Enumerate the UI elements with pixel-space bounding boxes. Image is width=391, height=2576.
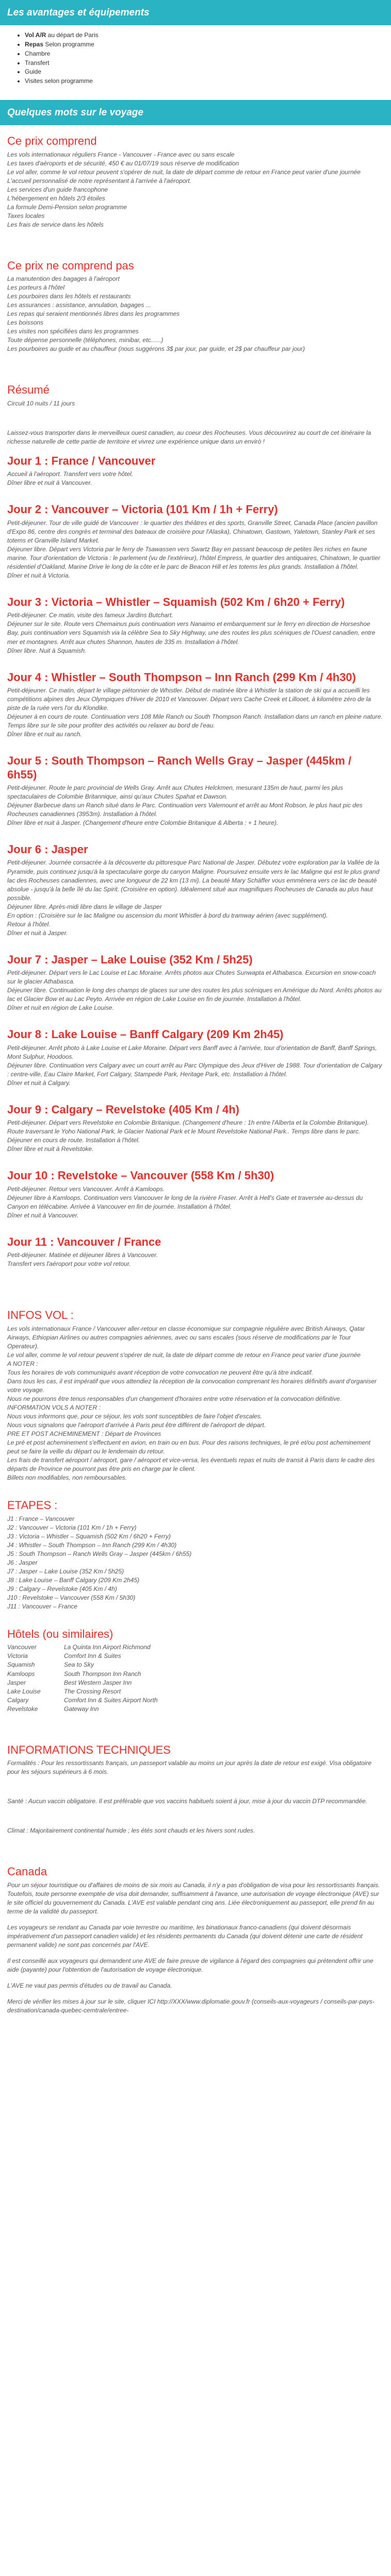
hotel-row — [7, 1679, 384, 1687]
day-line: Petit-déjeuner. Matinée et déjeuner libres à Vancouver. — [7, 1251, 158, 1259]
hotel-city: Vancouver — [7, 1643, 37, 1651]
advantage-text: Transfert — [25, 59, 50, 66]
hotel-row — [7, 1705, 384, 1714]
day-line: Dîner libre et nuit à Revelstoke. — [7, 1145, 94, 1153]
sante-text: Santé : Aucun vaccin obligatoire. Il est préférable que vos vaccins habituels soient à jour, mise à jour du vaccin DTP recommandée. — [7, 1798, 368, 1805]
day-title: Jour 1 : France / Vancouver — [7, 454, 156, 467]
day-line: Déjeuner libre. Départ vers Victoria par le ferry de Tsawassen vers Swartz Bay en passant beaucoup de petites îles riches en faune marine. Tour d'orientation de Victoria : le parlement (vu de l'extérieur), l'hôtel Empress, le quartier des antiquaires, Chinatown, le quartier résidentiel d'Oakland, Marine Drive le long de la côte et le parc de Beacon Hill et les totems les plus grands. Installation à l'hôtel. — [7, 545, 381, 570]
day-title: Jour 11 : Vancouver / France — [7, 1235, 161, 1248]
day-line: Petit-déjeuner. Retour vers Vancouver. Arrêt à Kamloops. — [7, 1185, 165, 1193]
day-title: Jour 5 : South Thompson – Ranch Wells Gray – Jasper (445km / 6h55) — [7, 754, 352, 781]
itinerary — [7, 454, 384, 1268]
price-includes-title: Ce prix comprend — [7, 134, 97, 148]
advantage-text: Visites selon programme — [25, 77, 93, 85]
canada-section — [7, 1881, 384, 2015]
price-includes-item: Taxes locales — [7, 212, 45, 219]
etape-item: J6 : Jasper — [7, 1558, 38, 1566]
hotel-city: Calgary — [7, 1696, 29, 1704]
day-description — [7, 686, 384, 739]
day-description — [7, 519, 384, 580]
etape-item: J3 : Victoria – Whistler – Squamish (502 Km / 6h20 + Ferry) — [7, 1532, 171, 1540]
infos-vol-item: Billets non modifiables, non remboursables. — [7, 1474, 127, 1482]
price-includes-item: La formule Demi-Pension selon programme — [7, 203, 127, 211]
advantage-item — [25, 77, 384, 86]
infos-vol-item: PRE ET POST ACHEMINEMENT : Départ de Provinces — [7, 1430, 161, 1438]
day-line: Déjeuner libre à Kamloops. Continuation vers Vancouver le long de la rivière Fraser. Arrêt à Hell's Gate et traversée au-dessus du Canyon en télécabine. Arrivée à Vancouver en fin de journée. Installation à l'hôtel. — [7, 1194, 363, 1210]
price-includes-item: Le vol aller, comme le vol retour peuvent s'opérer de nuit, la date de départ comme de retour en France peut varier d'une journée — [7, 168, 361, 176]
infos-vol-item: Les frais de transfert aéroport / aéroport, gare / aéroport et vice-versa, les éventuels repas et nuits de transit à Paris dans le cadre des départs de Province ne pourront pas être pris en charge par le client. — [7, 1456, 375, 1473]
day-description — [7, 470, 384, 487]
hotel-city: Jasper — [7, 1679, 26, 1686]
day-description — [7, 858, 384, 937]
hotel-name: Comfort Inn & Suites Airport North — [64, 1696, 158, 1704]
advantage-item — [25, 50, 384, 58]
advantages-box — [0, 25, 391, 91]
day-description — [7, 611, 384, 655]
hotel-name: La Quinta Inn Airport Richmond — [64, 1643, 151, 1651]
day-line: Dîner et nuit à Victoria. — [7, 571, 70, 579]
day-line: Déjeuner libre. Continuation vers Calgary avec un court arrêt au Parc Olympique des Jeux d'Hiver de 1988. Tour d'orientation de Calgary : centre-ville, Eau Claire Market, Fort Calgary, Stampede Park, Heritage Park, etc. Installation à l'hôtel. — [7, 1061, 382, 1078]
hotel-name: South Thompson Inn Ranch — [64, 1670, 141, 1677]
formalites-text: Formalités : Pour les ressortissants français, un passeport valable au moins un jour après la date de retour est exigé. Visa obligatoire pour les séjours supérieurs à 6 mois. — [7, 1759, 372, 1776]
keywords-banner: Quelques mots sur le voyage — [0, 100, 391, 125]
price-excludes-item: Les boissons — [7, 319, 44, 327]
advantage-item — [25, 41, 384, 49]
infos-vol-item: Dans tous les cas, il est impératif que vous attendiez la réception de la convocation comprenant les horaires définitifs avant d'organiser votre voyage. — [7, 1377, 377, 1394]
day-line: Petit-déjeuner. Départ vers le Lac Louise et Lac Moraine. Arrêts photos aux Chutes Sunwapta et Athabasca. Excursion en snow-coach sur le glacier Athabasca. — [7, 969, 376, 986]
day-description — [7, 1251, 384, 1268]
price-includes-list — [7, 150, 384, 229]
price-includes-item: Les frais de service dans les hôtels — [7, 221, 104, 228]
day-line: Petit-déjeuner. Départ vers Revelstoke en Colombie Britanique. (Changement d'heure : 1h entre l'Alberta et la Colombie Britanique). Route traversant le Yoho National Park, le Glacier National Park et le Mount Revelstoke National Park.. Temps libre dans le parc. — [7, 1119, 369, 1136]
day-title: Jour 4 : Whistler – South Thompson – Inn Ranch (299 Km / 4h30) — [7, 670, 356, 684]
hotels-title: Hôtels (ou similaires) — [7, 1628, 113, 1641]
hotel-row — [7, 1652, 384, 1660]
price-excludes-item: Les repas qui seraient mentionnés libres dans les programmes — [7, 310, 180, 318]
etape-item: J4 : Whistler – South Thompson – Inn Ranch (299 Km / 4h30) — [7, 1541, 177, 1549]
day-title: Jour 2 : Vancouver – Victoria (101 Km / 1h + Ferry) — [7, 503, 278, 516]
canada-paragraph: Les voyageurs se rendant au Canada par voie terrestre ou maritime, les binationaux franco-canadiens (qui doivent désormais impérativement d'un passeport canadien valide) et les résidents permanents du Canada (qui doivent détenir une carte de résident permanent valide) ne sont pas concernés par l'AVE. — [7, 1923, 363, 1948]
advantages-banner: Les avantages et équipements — [0, 0, 391, 25]
day-line: Dîner libre et nuit au ranch. — [7, 731, 82, 738]
infos-vol-item: Nous vous signalons que l'aéroport d'arrivée à Paris peut être différent de l'aéroport de départ. — [7, 1421, 266, 1429]
day-line: Accueil à l'aéroport. Transfert vers votre hôtel. — [7, 470, 134, 478]
day-line: En option : (Croisière sur le lac Maligne ou ascension du mont Whistler à bord du tramway aérien (avec supplément). — [7, 911, 328, 919]
price-includes-item: Les taxes d'aéroports et de sécurité, 450 € au 01/07/19 sous réserve de modification — [7, 159, 239, 167]
day-title: Jour 10 : Revelstoke – Vancouver (558 Km / 5h30) — [7, 1169, 274, 1182]
advantage-item — [25, 31, 384, 40]
day-description — [7, 1118, 384, 1154]
etape-item: J2 : Vancouver – Victoria (101 Km / 1h + Ferry) — [7, 1523, 137, 1531]
advantage-text: Chambre — [25, 49, 51, 57]
price-excludes-item: Les assurances : assistance, annulation, bagages ... — [7, 301, 151, 309]
day-line: Petit-déjeuner. Journée consacrée à la découverte du pittoresque Parc National de Jasper. Débutez votre exploration par la Vallée de la Pyramide, puis continuez jusqu'à la spectaculaire gorge du canyon Maligne. Poursuivez ensuite vers le lac Maligne qui est le plus grand lac des Rocheuses canadiennes, avec une longueur de 22 km (13 mi). La beauté Mary Schäffer vous emmènera vers ce lac de beauté absolue - jusqu'à la belle îlé du lac Spirit. (Croisière en option). Idéalement situé aux magnifiques Rocheuses de Canada au plus haut possible. — [7, 859, 380, 902]
summary-list — [7, 399, 384, 408]
etape-item: J1 : France – Vancouver — [7, 1515, 75, 1522]
price-excludes-title: Ce prix ne comprend pas — [7, 259, 134, 272]
day-line: Petit-déjeuner. Tour de ville guidé de Vancouver : le quartier des théâtres et des sports, Granville Street, Canada Place (ancien pavillon d'Expo 86, centre des congrès et terminal des bateaux de croisière pour l'Alaska), Chinatown, Gastown, Yaletown, Stanley Park et ses totems et Granville Island Market. — [7, 519, 378, 544]
day-line: Retour à l'hôtel. — [7, 920, 51, 928]
day-description — [7, 784, 384, 827]
hotel-row — [7, 1670, 384, 1679]
advantages-list — [15, 31, 384, 86]
hotel-name: The Crossing Resort — [64, 1687, 121, 1695]
price-excludes-item: Les pourboires dans les hôtels et restaurants — [7, 293, 131, 300]
intro-text: Laissez-vous transporter dans le merveilleux ouest canadien, au coeur des Rocheuses. Vous découvrirez au court de cet itinéraire la richesse naturelle de cette partie de territoire et vivrez une expérience unique dans un envirò ! — [7, 429, 371, 445]
advantage-text: Guide — [25, 68, 42, 76]
day-line: Dîner libre et nuit à Jasper. (Changement d'heure entre Colombie Britanique & Alberta : + 1 heure). — [7, 819, 279, 827]
price-excludes-item: Les pourboires au guide et au chauffeur (nous suggérons 3$ par jour, par guide, et 2$ par chauffeur par jour) — [7, 345, 305, 353]
day-description — [7, 1185, 384, 1220]
etape-item: J10 : Revelstoke – Vancouver (558 Km / 5h30) — [7, 1594, 136, 1601]
infos-vol-item: Nous vous informons que, pour ce séjour, les vols sont susceptibles de faire l'objet d'escales. — [7, 1413, 263, 1420]
hotels-list — [7, 1643, 384, 1713]
price-includes-item: Les services d'un guide francophone — [7, 185, 108, 193]
canada-title: Canada — [7, 1865, 47, 1878]
hotel-name: Best Western Jasper Inn — [64, 1679, 132, 1686]
advantage-label: Vol A/R — [25, 31, 46, 39]
canada-paragraph: L'AVE ne vaut pas permis d'études ou de travail au Canada. — [7, 1981, 172, 1989]
advantage-label: Repas — [25, 40, 44, 48]
hotel-row — [7, 1643, 384, 1652]
etape-item: J7 : Jasper – Lake Louise (352 Km / 5h25) — [7, 1567, 124, 1575]
day-line: Dîner et nuit à Calgary. — [7, 1079, 71, 1087]
etape-item: J11 : Vancouver – France — [7, 1602, 78, 1610]
day-line: Déjeuner libre. Continuation le long des champs de glaces sur une des routes les plus scéniques en Amérique du Nord. Arrêts photos au lac et Glacier Bow et au Lac Peyto. Arrivée en région de Lake Louise en fin de journée. Installation à l'hôtel. — [7, 987, 382, 1003]
advantage-text: Selon programme — [43, 40, 94, 48]
etapes-list — [7, 1515, 384, 1611]
etape-item: J8 : Lake Louise – Banff Calgary (209 Km 2h45) — [7, 1576, 140, 1584]
day-title: Jour 7 : Jasper – Lake Louise (352 Km / 5h25) — [7, 953, 253, 966]
canada-paragraph: Il est conseillé aux voyageurs qui demandent une AVE de faire preuve de vigilance à l'égard des compagnies qui prétendent offrir une aide (payante) pour l'obtention de l'autorisation de voyage électronique. — [7, 1957, 373, 1973]
climat-text: Climat : Majoritairement continental humide ; les étés sont chauds et les hivers sont rudes. — [7, 1827, 255, 1835]
day-description — [7, 1044, 384, 1088]
price-excludes-list — [7, 275, 384, 353]
infos-vol-list — [7, 1325, 384, 1483]
price-excludes-item: Les porteurs à l'hôtel — [7, 284, 65, 292]
hotel-city: Kamloops — [7, 1670, 35, 1677]
hotel-name: Comfort Inn & Suites — [64, 1652, 121, 1660]
day-line: Déjeuner Barbecue dans un Ranch situé dans le Parc. Continuation vers Valemount et arrêt au Mont Robson, le plus haut pic des Rocheuses canadiennes (3953m). Installation à l'hôtel. — [7, 801, 363, 818]
infos-vol-item: Le pré et post acheminement s'effectuent en avion, en train ou en bus. Pour des raisons techniques, le pré et/ou post acheminement peut se faire la veille du départ ou le lendemain du retour. — [7, 1439, 371, 1455]
advantage-text: au départ de Paris — [46, 31, 99, 39]
etapes-title: ETAPES : — [7, 1499, 58, 1512]
price-includes-item: Les vols internationaux réguliers France - Vancouver - France avec ou sans escale — [7, 150, 235, 158]
hotel-city: Squamish — [7, 1661, 35, 1669]
summary-item: Circuit 10 nuits / 11 jours — [7, 399, 75, 407]
content — [0, 134, 391, 2015]
day-line: Dîner libre et nuit à Vancouver. — [7, 479, 92, 487]
canada-paragraph: Merci de vérifier les mises à jour sur le site, cliquer ICI http://XXX/www.diplomatie.gouv.fr (conseils-aux-voyageurs / conseils-par-pays-destination/canada-quebec-cemtrale/entree- — [7, 1997, 374, 2014]
day-line: Dîner libre. Nuit à Squamish. — [7, 647, 87, 654]
infos-vol-item: INFORMATION VOLS A NOTER : — [7, 1404, 101, 1411]
price-excludes-item: Les visites non spécifiées dans les programmes — [7, 328, 139, 335]
infos-vol-title: INFOS VOL : — [7, 1309, 74, 1322]
day-line: Petit-déjeuner. Ce matin, visite des fameux Jardins Butchart. — [7, 612, 173, 619]
day-title: Jour 9 : Calgary – Revelstoke (405 Km / 4h) — [7, 1103, 239, 1116]
day-line: Déjeuner à en cours de route. Continuation vers 108 Mile Ranch ou South Thompson Ranch. Installation dans un ranch en pleine nature. Temps libre sur le site pour profiter des activités ou relaxer au bord de l'eau. — [7, 713, 383, 730]
infos-vol-item: Le vol aller, comme le vol retour peuvent s'opérer de nuit, la date de départ comme de retour en France peut varier d'une journée — [7, 1351, 361, 1359]
price-excludes-item: Toute dépense personnelle (téléphones, minibar, etc......) — [7, 336, 164, 344]
hotel-city: Victoria — [7, 1652, 28, 1660]
infos-vol-item: Les vols internationaux France / Vancouver aller-retour en classe économique sur compagnie régulière avec British Airways, Qatar Airways, Ethiopian Airlines ou autres compagnies aériennes, avec ou sans escales (sous réserve de modifications par le Tour Operateur). — [7, 1325, 365, 1350]
price-includes-item: L'accueil personnalisé de notre représentant à l'arrivée à l'aéroport. — [7, 177, 192, 184]
day-line: Déjeuner en cours de route. Installation à l'hôtel. — [7, 1137, 140, 1144]
hotel-name: Sea to Sky — [64, 1661, 94, 1669]
infos-vol-item: Nous ne pourrons être tenus responsables d'un changement d'horaires entre votre réservation et la convocation définitive. — [7, 1395, 342, 1402]
day-title: Jour 6 : Jasper — [7, 843, 88, 856]
day-line: Dîner et nuit en région de Lake Louise. — [7, 1004, 114, 1012]
hotel-row — [7, 1687, 384, 1696]
infos-vol-item: Tous les horaires de vols communiqués avant réception de votre convocation ne peuvent être qu'à titre indicatif. — [7, 1368, 313, 1376]
day-line: Déjeuner sur le site. Route vers Chemainus puis continuation vers Nanaimo et embarquement sur le ferry en direction de Horseshoe Bay, puis continuation vers Squamish via la célèbre Sea to Sky Highway, une des routes les plus scéniques de l'Ouest canadien, entre mer et montagnes. Arrêt aux chutes Shannon, hautes de 335 m. Installation à l'hôtel. — [7, 620, 376, 646]
day-title: Jour 8 : Lake Louise – Banff Calgary (209 Km 2h45) — [7, 1028, 284, 1041]
infos-vol-item: A NOTER : — [7, 1360, 38, 1367]
hotel-city: Lake Louise — [7, 1687, 41, 1695]
canada-paragraph: Pour un séjour touristique ou d'affaires de moins de six mois au Canada, il n'y a pas d'obligation de visa pour les ressortissants français. Toutefois, toute personne exemptée de visa doit demander, suffisamment à l'avance, une autorisation de voyage électronique (AVE) sur le site officiel du gouvernement du Canada. L'AVE est valable pendant cinq ans. Liée électroniquement au passeport, elle prend fin au terme de la validité du passeport. — [7, 1881, 380, 1915]
advantage-item — [25, 59, 384, 67]
price-includes-item: L'hébergement en hôtels 2/3 étoiles — [7, 194, 105, 202]
infos-tech-title: INFORMATIONS TECHNIQUES — [7, 1743, 171, 1756]
etape-item: J9 : Calgary – Revelstoke (405 Km / 4h) — [7, 1585, 117, 1592]
advantage-item — [25, 68, 384, 76]
summary-title: Résumé — [7, 383, 50, 397]
day-line: Petit-déjeuner. Route le parc provincial de Wells Gray. Arrêt aux Chutes Helckmen, mesurant 135m de haut, parmi les plus spectaculaires de Colombie Britannique, ainsi qu'aux Chutes Spahat et Dawson. — [7, 784, 343, 800]
hotel-row — [7, 1696, 384, 1705]
day-line: Déjeuner libre. Après-midi libre dans le village de Jasper — [7, 903, 162, 910]
hotel-city: Revelstoke — [7, 1705, 38, 1713]
day-line: Dîner et nuit à Jasper. — [7, 929, 68, 937]
hotel-name: Gateway Inn — [64, 1705, 99, 1713]
day-line: Petit-déjeuner. Arrêt photo à Lake Louise et Lake Moraine. Départ vers Banff avec à l'arrivée, tour d'orientation de Banff, Banff Springs, Mont Sulphur, Hoodoos. — [7, 1044, 377, 1060]
day-title: Jour 3 : Victoria – Whistler – Squamish (502 Km / 6h20 + Ferry) — [7, 596, 345, 609]
price-excludes-item: La manutention des bagages à l'aéroport — [7, 275, 120, 283]
hotel-row — [7, 1660, 384, 1669]
day-line: Petit-déjeuner. Ce matin, départ le village piétonnier de Whistler. Début de matinée libre à Whistler la station de ski qui a accueilli les compétitions alpines des Jeux Olympiques d'Hiver de 2010 et Vancouver. Départ vers Cache Creek et Lillooet, à kilomètre zéro de la piste de la ruée vers l'or du Klondike. — [7, 686, 371, 712]
etape-item: J5 : South Thompson – Ranch Wells Gray – Jasper (445km / 6h55) — [7, 1550, 192, 1557]
day-description — [7, 969, 384, 1012]
day-line: Transfert vers l'aéroport pour votre vol retour. — [7, 1260, 131, 1268]
day-line: Dîner et nuit à Vancouver. — [7, 1211, 79, 1219]
